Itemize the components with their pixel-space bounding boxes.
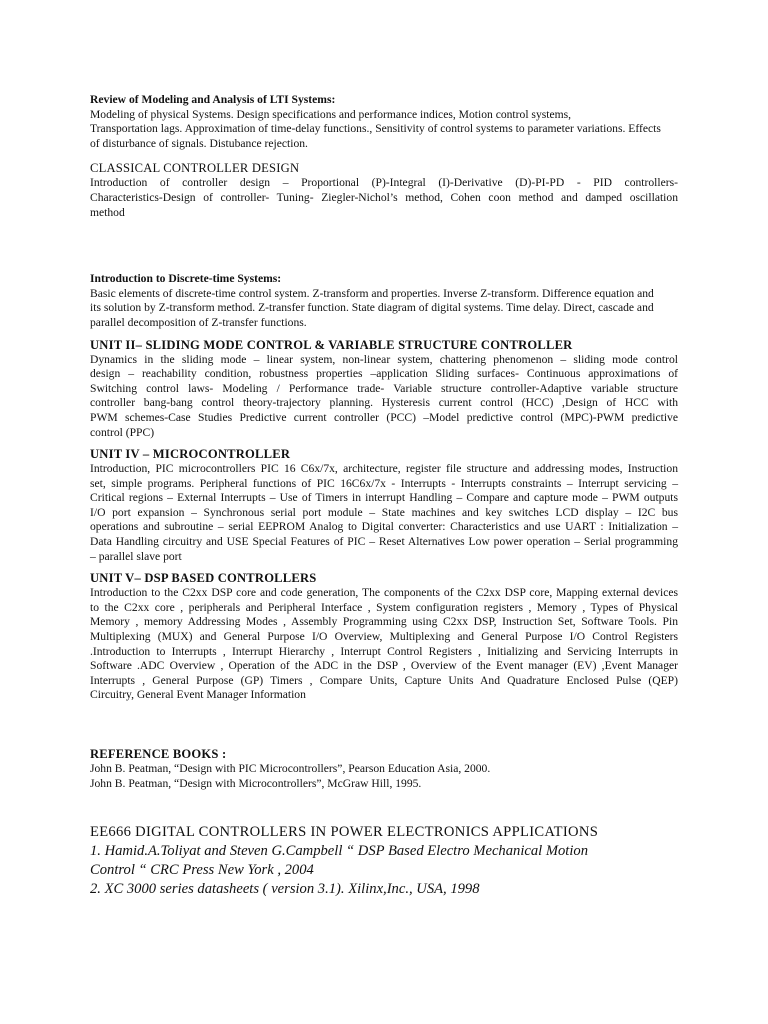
text-line: – parallel slave port — [90, 549, 182, 563]
reference-item: Control “ CRC Press New York , 2004 — [90, 862, 314, 879]
text-line: to the C2xx core , peripherals and Peripheral Interface , System configuration registers , Memory , Types of Physical — [90, 600, 678, 614]
section-body-lti — [90, 108, 678, 152]
text-line: Introduction of controller design – Proportional (P)-Integral (I)-Derivative (D)-PI-PD - PID controllers- — [90, 176, 678, 190]
text-line: method — [90, 205, 125, 219]
section-body-reference-books — [90, 762, 678, 791]
text-line: Modeling of physical Systems. Design specifications and performance indices, Motion control systems, — [90, 107, 572, 121]
section-body-unit-5 — [90, 586, 678, 703]
text-line: Data Handling circuitry and USE Special Features of PIC – Reset Alternatives Low power operation – Serial programming — [90, 535, 678, 549]
text-line: of disturbance of signals. Distubance rejection. — [90, 136, 308, 150]
text-line: Transportation lags. Approximation of time-delay functions., Sensitivity of control systems to parameter variations. Effects — [90, 122, 661, 136]
text-line: Interrupts , General Purpose (GP) Timers , Compare Units, Capture Units And Quadrature Enclosed Pulse (QEP) — [90, 673, 678, 687]
section-body-discrete — [90, 287, 678, 331]
text-line: Characteristics-Design of controller- Tuning- Ziegler-Nichol’s method, Cohen coon method and damped oscillation — [90, 190, 678, 204]
section-title-unit-5: UNIT V– DSP BASED CONTROLLERS — [90, 571, 317, 586]
section-lti — [90, 93, 678, 151]
section-title-lti: Review of Modeling and Analysis of LTI Systems: — [90, 93, 336, 106]
text-line: design – reachability condition, robustness properties –application Sliding surfaces- Continuous approximations of — [90, 367, 678, 381]
section-ee666 — [90, 823, 678, 899]
section-title-unit-4: UNIT IV – MICROCONTROLLER — [90, 447, 291, 462]
text-line: controller bang-bang control theory-trajectory planning. Hysteresis current control (HCC) ,Design of HCC with — [90, 396, 678, 410]
text-line: Introduction, PIC microcontrollers PIC 16 C6x/7x, architecture, register file structure and addressing modes, Instruction — [90, 462, 678, 476]
section-reference-books — [90, 747, 678, 791]
section-body-classical — [90, 176, 678, 220]
reference-item: John B. Peatman, “Design with PIC Microcontrollers”, Pearson Education Asia, 2000. — [90, 762, 491, 775]
document-page — [90, 93, 678, 899]
reference-item: John B. Peatman, “Design with Microcontrollers”, McGraw Hill, 1995. — [90, 776, 422, 790]
text-line: .Introduction to Interrupts , Interrupt Hierarchy , Interrupt Control Registers , Initializing and Servicing Interrupts in — [90, 644, 678, 658]
text-line: Multiplexing (MUX) and General Purpose I/O Overview, Multiplexing and General Purpose I/O Control Registers — [90, 630, 678, 644]
section-title-discrete: Introduction to Discrete-time Systems: — [90, 272, 282, 286]
reference-item: 2. XC 3000 series datasheets ( version 3.1). Xilinx,Inc., USA, 1998 — [90, 881, 480, 898]
text-line: its solution by Z-transform method. Z-transfer function. State diagram of digital systems. Time delay. Direct, cascade and — [90, 301, 654, 315]
text-line: set, simple programs. Peripheral functions of PIC 16C6x/7x - Interrupts - Interrupts constraints – Interrupt servicing – — [90, 476, 678, 490]
text-line: Circuitry, General Event Manager Information — [90, 688, 306, 702]
section-body-unit-4 — [90, 462, 678, 564]
course-title-ee666: EE666 DIGITAL CONTROLLERS IN POWER ELECTRONICS APPLICATIONS — [90, 824, 599, 841]
section-unit-2 — [90, 338, 678, 441]
text-line: Switching control laws- Modeling / Performance trade- Variable structure controller-Adaptive variable structure — [90, 381, 678, 395]
text-line: Critical regions – External Interrupts – Use of Timers in interrupt Handling – Compare and capture mode – PWM outputs — [90, 491, 678, 505]
text-line: Introduction to the C2xx DSP core and code generation, The components of the C2xx DSP core, Mapping external devices — [90, 586, 678, 600]
text-line: I/O port expansion – Synchronous serial port module – State machines and key switches LCD display – I2C bus — [90, 505, 678, 519]
section-classical — [90, 161, 678, 220]
text-line: parallel decomposition of Z-transfer functions. — [90, 315, 307, 329]
section-title-unit-2: UNIT II– SLIDING MODE CONTROL & VARIABLE STRUCTURE CONTROLLER — [90, 337, 573, 352]
section-title-reference-books: REFERENCE BOOKS : — [90, 747, 227, 761]
section-discrete — [90, 272, 678, 330]
section-body-unit-2 — [90, 353, 678, 441]
section-unit-5 — [90, 571, 678, 703]
text-line: Memory , memory Addressing Modes , Assembly Programming using C2xx DSP, Instruction Set, Software Tools. Pin — [90, 615, 678, 629]
reference-item: 1. Hamid.A.Toliyat and Steven G.Campbell “ DSP Based Electro Mechanical Motion — [90, 843, 589, 860]
text-line: Basic elements of discrete-time control system. Z-transform and properties. Inverse Z-transform. Difference equation and — [90, 286, 654, 300]
section-title-classical: CLASSICAL CONTROLLER DESIGN — [90, 161, 300, 176]
text-line: Dynamics in the sliding mode – linear system, non-linear system, chattering phenomenon – sliding mode control — [90, 352, 678, 366]
section-unit-4 — [90, 447, 678, 564]
text-line: Software .ADC Overview , Operation of the ADC in the DSP , Overview of the Event manager (EV) ,Event Manager — [90, 659, 678, 673]
text-line: operations and subroutine – serial EEPROM Analog to Digital converter: Characteristics and use UART : Initialization – — [90, 520, 678, 534]
text-line: PWM schemes-Case Studies Predictive current controller (PCC) –Model predictive control (MPC)-PWM predictive — [90, 410, 678, 424]
text-line: control (PPC) — [90, 425, 155, 439]
